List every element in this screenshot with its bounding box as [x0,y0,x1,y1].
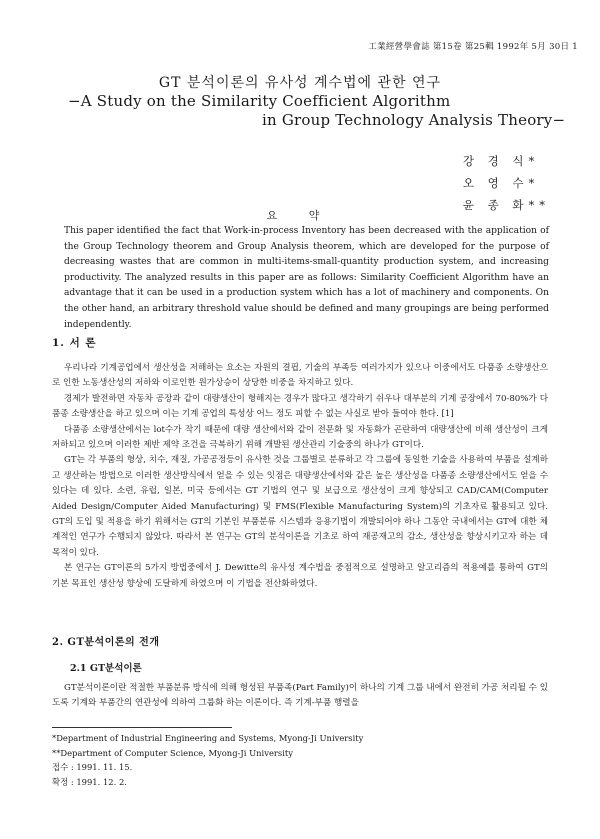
footnote-received-date: 접수 : 1991. 11. 15. [52,762,133,772]
korean-title: GT 분석이론의 유사성 계수법에 관한 연구 [158,75,442,91]
abstract-text: This paper identified the fact that Work-in-process Inventory has been decreased with the application of the Group Technology theorem and Group Analysis theorem, which are developed for the purpose of decreasing wastes that are common in multi-items-small-quantity production system, and increasing productivity. The analyzed results in this paper are as follows: Similarity Coefficient Algorithm have an advantage that it can be used in a production system which has a lot of machinery and components. On the other hand, an arbitrary threshold value should be defined and many groupings are being performed independently. [64,226,549,330]
author-2: 오 영 수* [462,176,540,190]
footnotes [52,731,363,789]
footnote-accepted-date: 확정 : 1991. 12. 2. [52,776,127,787]
english-title-line-2: in Group Technology Analysis Theory− [262,111,566,129]
section-2-heading: 2. GT분석이론의 전개 [52,637,160,648]
section-2-1-paragraph: GT분석이론이란 적절한 부품분류 방식에 의해 형성된 부품족(Part Family)이 하나의 기계 그룹 내에서 완전히 가공 처리될 수 있도록 기계와 부품간의 연관성에 의하여 그룹화 하는 이론이다. 즉 기계-부품 행렬을 [52,683,548,709]
abstract-heading: 요 약 [266,209,334,222]
running-header: 工業經營學會誌 第15卷 第25輯 1992年 5月 30日 1 [368,42,578,52]
english-title-line-1: −A Study on the Similarity Coefficient Algorithm [68,92,451,110]
section-1-body [52,361,548,592]
section-1-paragraph: 우리나라 기계공업에서 생산성을 저해하는 요소는 자원의 결핍, 기술의 부족등 여러가지가 있으나 이중에서도 다품종 소량생산으로 인한 노동생산성의 저하와 이로인한 원가상승이 상당한 비중을 차지하고 있다. [52,363,548,389]
section-1-paragraph: 본 연구는 GT이론의 5가지 방법중에서 J. Dewitte의 유사성 계수법을 중점적으로 설명하고 알고리즘의 적용예를 통하여 GT의 기본 목표인 생산성 향상에 도달하게 하였으며 이 기법을 전산화하였다. [52,563,548,589]
section-2-1-body [52,681,548,712]
section-1-heading: 1. 서 론 [52,337,97,349]
footnote-affiliation-2: **Department of Computer Science, Myong-Ji University [52,747,293,758]
abstract-body [64,224,549,333]
section-1-paragraph: GT는 각 부품의 형상, 치수, 재질, 가공공정등이 유사한 것을 그룹별로 분류하고 각 그룹에 동일한 기술을 사용하여 부품을 설계하고 생산하는 방법으로 이러한 생산방식에서 얻을 수 있는 잇점은 대량생산에서와 같은 높은 생산성을 다품종 소량생산에서도 얻을 수 있다는 데 있다. 소련, 유럽, 일본, 미국 등에서는 GT 기법의 연구 및 보급으로 생산성이 크게 향상되고 CAD/CAM(Computer Aided Design/Computer Aided Manufacturing) 및 FMS(Flexible Manufacturing System)의 기초자료 활용되고 있다. GT의 도입 및 적용을 하기 위해서는 GT의 기본인 부품분류 시스템과 응용기법이 개발되어야 하나 그동안 국내에서는 GT에 대한 체계적인 연구가 수행되지 않았다. 따라서 본 연구는 GT의 분석이론을 기초로 하여 재공재고의 감소, 생산성을 향상시키고자 하는 데 목적이 있다. [52,455,548,558]
section-1-paragraph: 다품종 소량생산에서는 lot수가 작기 때문에 대량 생산에서와 같이 전문화 및 자동화가 곤란하여 대량생산에 비해 생산성이 크게 저하되고 있으며 이러한 제반 제약 조건을 극복하기 위해 개발된 생산관리 기술중의 하나가 GT이다. [52,424,548,451]
section-1-paragraph: 경제가 발전하면 자동차 공장과 같이 대량생산이 형해지는 경우가 많다고 생각하기 쉬우나 대부분의 기계 공장에서 70-80%가 다품종 소량생산을 하고 있으며 이는 기계 공업의 특성상 어느 정도 피할 수 없는 사실로 받아 들여야 한다. [1] [52,393,548,420]
footnote-affiliation-1: *Department of Industrial Engineering and Systems, Myong-Ji University [52,733,364,743]
section-2-1-heading: 2.1 GT분석이론 [70,663,142,674]
footnote-divider [52,727,232,728]
author-1: 강 경 식* [462,154,540,168]
author-3: 윤 종 화** [462,198,550,212]
